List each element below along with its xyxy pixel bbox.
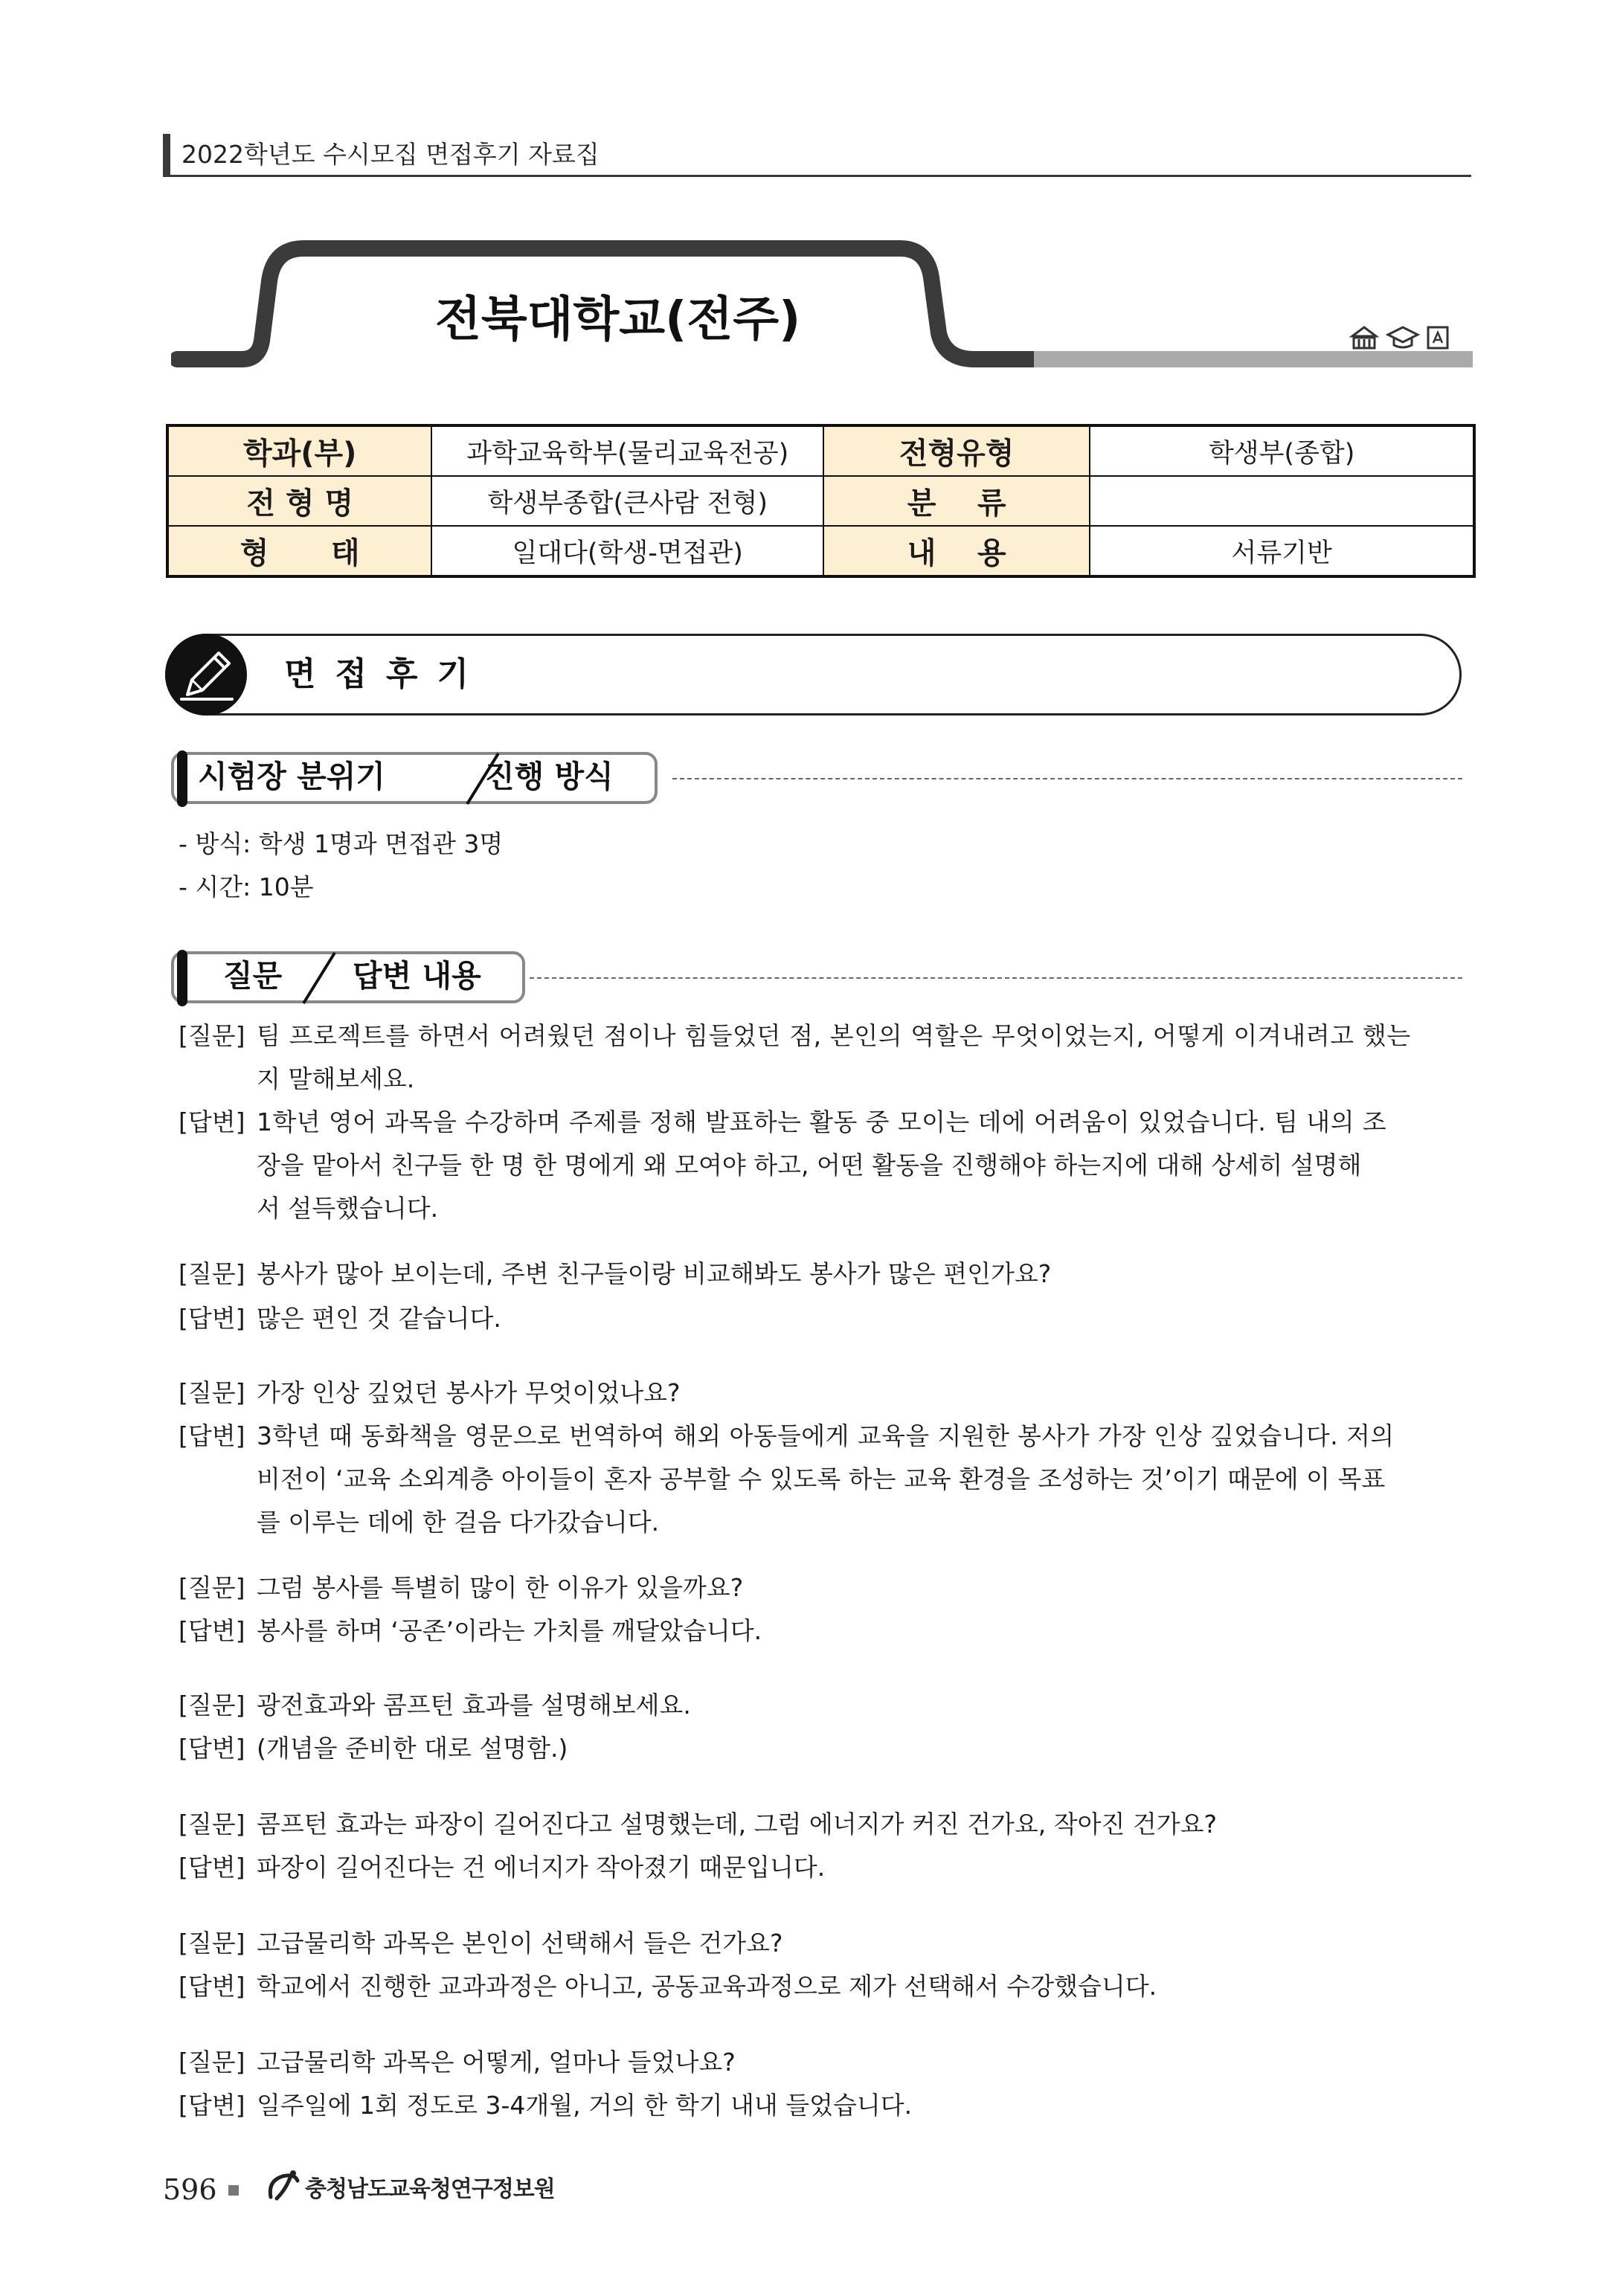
info-table <box>166 424 1476 578</box>
qa-text-line: 가장 인상 깊었던 봉사가 무엇이었나요? <box>257 1378 681 1407</box>
qa-text-line: 팀 프로젝트를 하면서 어려웠던 점이나 힘들었던 점, 본인의 역할은 무엇이었는지, 어떻게 이겨내려고 했는 <box>257 1021 1411 1050</box>
value-content: 서류기반 <box>1090 526 1474 576</box>
page-number: 596 <box>163 2173 217 2206</box>
qa-text-line: 고급물리학 과목은 본인이 선택해서 들은 건가요? <box>257 1929 783 1958</box>
qa-text-line: 광전효과와 콤프턴 효과를 설명해보세요. <box>257 1691 691 1720</box>
table-row <box>167 476 1474 526</box>
qa-text-line: 봉사를 하며 ‘공존’이라는 가치를 깨달았습니다. <box>257 1616 762 1645</box>
tab-procedure: 진행 방식 <box>485 759 614 794</box>
header-rule <box>163 175 1471 177</box>
divider-dashed <box>530 977 1462 979</box>
institute-logo-icon <box>260 2164 305 2209</box>
tab-question: 질문 <box>223 958 283 994</box>
qa-tag: [답변] <box>179 1853 245 1882</box>
label-admission-name: 전 형 명 <box>167 476 431 526</box>
qa-tag: [질문] <box>179 2048 245 2077</box>
value-category <box>1090 476 1474 526</box>
qa-text-line: 콤프턴 효과는 파장이 길어진다고 설명했는데, 그럼 에너지가 커진 건가요, 작아진 건가요? <box>257 1810 1217 1839</box>
section-heading-badge <box>165 634 247 716</box>
qa-tag: [답변] <box>179 1734 245 1763</box>
value-admission-name: 학생부종합(큰사람 전형) <box>431 476 823 526</box>
qa-tag: [답변] <box>179 1972 245 2001</box>
header-accent-bar <box>163 134 170 176</box>
qa-answer <box>179 1101 1473 1230</box>
university-icons <box>1349 323 1461 353</box>
qa-tag: [질문] <box>179 1021 245 1050</box>
qa-text-line: 많은 편인 것 같습니다. <box>257 1304 501 1333</box>
table-row <box>167 425 1474 476</box>
organization-name: 충청남도교육청연구정보원 <box>305 2176 555 2202</box>
qa-tag: [질문] <box>179 1378 245 1407</box>
qa-text-line: 지 말해보세요. <box>257 1064 415 1093</box>
title-frame <box>171 237 1480 378</box>
qa-text-line: 그럼 봉사를 특별히 많이 한 이유가 있을까요? <box>257 1573 744 1602</box>
graduation-cap-icon <box>1388 327 1418 347</box>
qa-text-line: 봉사가 많아 보이는데, 주변 친구들이랑 비교해봐도 봉사가 많은 편인가요? <box>257 1259 1052 1288</box>
qa-tag: [답변] <box>179 1421 245 1450</box>
value-admission-type: 학생부(종합) <box>1090 425 1474 476</box>
qa-text-line: 장을 맡아서 친구들 한 명 한 명에게 왜 모여야 하고, 어떤 활동을 진행해야 하는지에 대해 상세히 설명해 <box>257 1151 1362 1180</box>
label-content: 내 용 <box>823 526 1090 576</box>
qa-text-line: 파장이 길어진다는 건 에너지가 작아졌기 때문입니다. <box>257 1853 826 1882</box>
qa-tag: [질문] <box>179 1573 245 1602</box>
tab-answer-content: 답변 내용 <box>353 958 481 994</box>
section-title: 면접후기 <box>284 655 489 693</box>
qa-tag: [답변] <box>179 2091 245 2120</box>
qa-text-line: 서 설득했습니다. <box>257 1194 439 1223</box>
qa-text-line: 1학년 영어 과목을 수강하며 주제를 정해 발표하는 활동 중 모이는 데에 어려움이 있었습니다. 팀 내의 조 <box>257 1107 1387 1136</box>
value-department: 과학교육학부(물리교육전공) <box>431 425 823 476</box>
label-admission-type: 전형유형 <box>823 425 1090 476</box>
value-format: 일대다(학생-면접관) <box>431 526 823 576</box>
qa-tag: [답변] <box>179 1616 245 1645</box>
running-header-title: 2022학년도 수시모집 면접후기 자료집 <box>181 140 600 169</box>
label-department: 학과(부) <box>167 425 431 476</box>
label-category: 분 류 <box>823 476 1090 526</box>
table-row <box>167 526 1474 576</box>
building-icon <box>1352 327 1376 348</box>
qa-text-line: 일주일에 1회 정도로 3-4개월, 거의 한 학기 내내 들었습니다. <box>257 2091 913 2120</box>
tab-atmosphere: 시험장 분위기 <box>198 759 385 794</box>
qa-tag: [답변] <box>179 1304 245 1333</box>
footer-square-bullet <box>228 2185 239 2196</box>
qa-text-line: 고급물리학 과목은 어떻게, 얼마나 들었나요? <box>257 2048 736 2077</box>
qa-text-line: 학교에서 진행한 교과과정은 아니고, 공동교육과정으로 제가 선택해서 수강했습니다. <box>257 1972 1157 2001</box>
qa-tag: [답변] <box>179 1107 245 1136</box>
qa-tag: [질문] <box>179 1810 245 1839</box>
pencil-icon <box>165 634 247 716</box>
document-icon <box>1428 327 1447 348</box>
divider-dashed <box>672 778 1462 779</box>
qa-text-line: 3학년 때 동화책을 영문으로 번역하여 해외 아동들에게 교육을 지원한 봉사가 가장 인상 깊었습니다. 저의 <box>257 1421 1395 1450</box>
qa-text-line: (개념을 준비한 대로 설명함.) <box>257 1734 568 1763</box>
qa-tag: [질문] <box>179 1691 245 1720</box>
qa-tag: [질문] <box>179 1259 245 1288</box>
procedure-item-method: - 방식: 학생 1명과 면접관 3명 <box>179 829 504 858</box>
qa-tag: [질문] <box>179 1929 245 1958</box>
procedure-item-time: - 시간: 10분 <box>179 872 314 901</box>
qa-text-line: 비전이 ‘교육 소외계층 아이들이 혼자 공부할 수 있도록 하는 교육 환경을 조성하는 것’이기 때문에 이 목표 <box>257 1464 1386 1493</box>
qa-answer <box>179 1415 1473 1544</box>
university-title: 전북대학교(전주) <box>435 292 801 347</box>
label-format: 형 태 <box>167 526 431 576</box>
qa-question <box>179 1014 1473 1101</box>
qa-text-line: 를 이루는 데에 한 걸음 다가갔습니다. <box>257 1508 660 1537</box>
